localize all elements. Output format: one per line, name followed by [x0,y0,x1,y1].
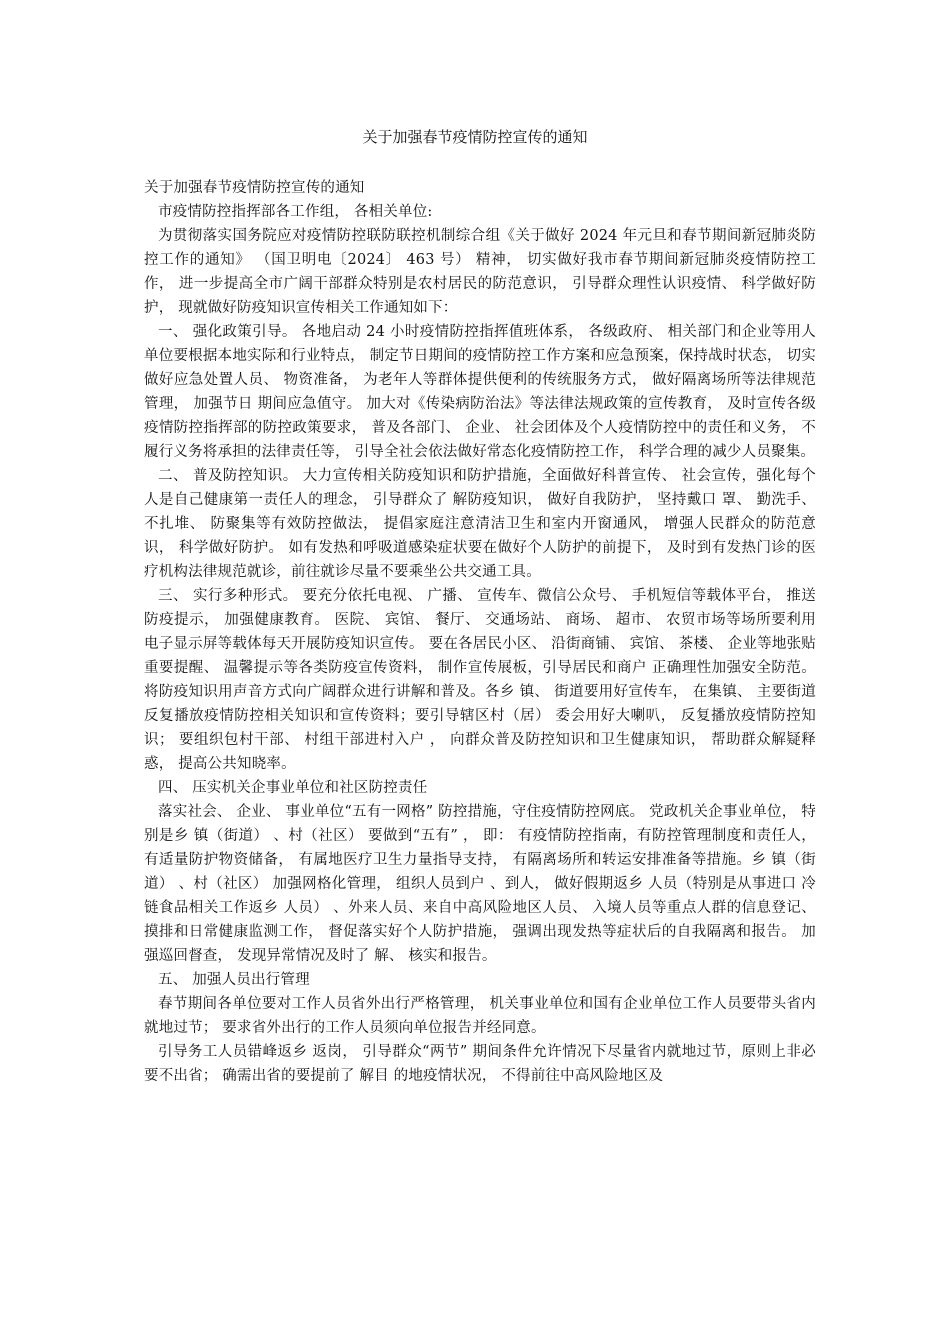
section-5-paragraph-1: 春节期间各单位要对工作人员省外出行严格管理， 机关事业单位和国有企业单位工作人员要带头省内就地过节； 要求省外出行的工作人员须向单位报告并经同意。 [144,996,816,1036]
section-4-paragraph: 落实社会、 企业、 事业单位“五有一网格” 防控措施，守住疫情防控网底。 党政机关企事业单位， 特别是乡 镇（街道） 、村（社区） 要做到“五有” ， 即： 有疫情防控指南，有防控管理制度和责任人， 有适量防护物资储备， 有属地医疗卫生力量指导支持， 有隔离场所和转运安排准备等措施。乡 镇（街道） 、村（社区） 加强网格化管理， 组织人员到户 、到人， 做好假期返乡 人员（特别是从事进口 冷链食品相关工作返乡 人员） 、外来人员、来自中高风险地区人员、 入境人员等重点人群的信息登记、 摸排和日常健康监测工作， 督促落实好个人防护措施， 强调出现发热等症状后的自我隔离和报告。 加强巡回督查， 发现异常情况及时了 解、 核实和报告。 [144,804,816,964]
section-2-paragraph: 二、 普及防控知识。 大力宣传相关防疫知识和防护措施，全面做好科普宣传、 社会宣传，强化每个人是自己健康第一责任人的理念， 引导群众了 解防疫知识， 做好自我防护， 坚持戴口 罩、 勤洗手、 不扎堆、 防聚集等有效防控做法， 提倡家庭注意清洁卫生和室内开窗通风， 增强人民群众的防范意识， 科学做好防护。 如有发热和呼吸道感染症状要在做好个人防护的前提下， 及时到有发热门诊的医疗机构法律规范就诊，前往就诊尽量不要乘坐公共交通工具。 [144,468,816,580]
intro-paragraph: 为贯彻落实国务院应对疫情防控联防联控机制综合组《关于做好 2024 年元旦和春节期间新冠肺炎防控工作的通知》 （国卫明电〔2024〕 463 号） 精神， 切实做好我市春节期间新冠肺炎疫情防控工作， 进一步提高全市广阔干部群众特别是农村居民的防范意识， 引导群众理性认识疫情、 科学做好防护， 现就做好防疫知识宣传相关工作通知如下： [144,228,816,316]
document-body [144,176,816,1088]
section-3-paragraph: 三、 实行多种形式。 要充分依托电视、 广播、 宣传车、微信公众号、 手机短信等载体平台， 推送防疫提示， 加强健康教育。 医院、 宾馆、 餐厅、 交通场站、 商场、 超市、 农贸市场等场所要利用 电子显示屏等载体每天开展防疫知识宣传。 要在各居民小区、 沿街商铺、 宾馆、 茶楼、 企业等地张贴重要提醒、 温馨提示等各类防疫宣传资料， 制作宣传展板，引导居民和商户 正确理性加强安全防范。 将防疫知识用声音方式向广阔群众进行讲解和普及。各乡 镇、 街道要用好宣传车， 在集镇、 主要街道反复播放疫情防控相关知识和宣传资料；要引导辖区村（居） 委会用好大喇叭， 反复播放疫情防控知识； 要组织包村干部、 村组干部进村入户 ， 向群众普及防控知识和卫生健康知识， 帮助群众解疑释惑， 提高公共知晓率。 [144,588,816,772]
salutation: 市疫情防控指挥部各工作组， 各相关单位: [158,204,433,220]
document-title: 关于加强春节疫情防控宣传的通知 [362,128,588,146]
section-4-heading: 四、 压实机关企事业单位和社区防控责任 [158,780,428,796]
section-5-heading: 五、 加强人员出行管理 [158,972,310,988]
body-heading: 关于加强春节疫情防控宣传的通知 [144,180,365,196]
section-5-paragraph-2: 引导务工人员错峰返乡 返岗， 引导群众“两节” 期间条件允许情况下尽量省内就地过节，原则上非必要不出省； 确需出省的要提前了 解目 的地疫情状况， 不得前往中高风险地区及 [144,1044,816,1084]
section-1-paragraph: 一、 强化政策引导。 各地启动 24 小时疫情防控指挥值班体系， 各级政府、 相关部门和企业等用人单位要根据本地实际和行业特点， 制定节日期间的疫情防控工作方案和应急预案，保持战时状态， 切实做好应急处置人员、 物资准备， 为老年人等群体提供便利的传统服务方式， 做好隔离场所等法律规范管理， 加强节日 期间应急值守。 加大对《传染病防治法》等法律法规政策的宣传教育， 及时宣传各级疫情防控指挥部的防控政策要求， 普及各部门、 企业、 社会团体及个人疫情防控中的责任和义务， 不履行义务将承担的法律责任等， 引导全社会依法做好常态化疫情防控工作， 科学合理的减少人员聚集。 [144,324,816,460]
